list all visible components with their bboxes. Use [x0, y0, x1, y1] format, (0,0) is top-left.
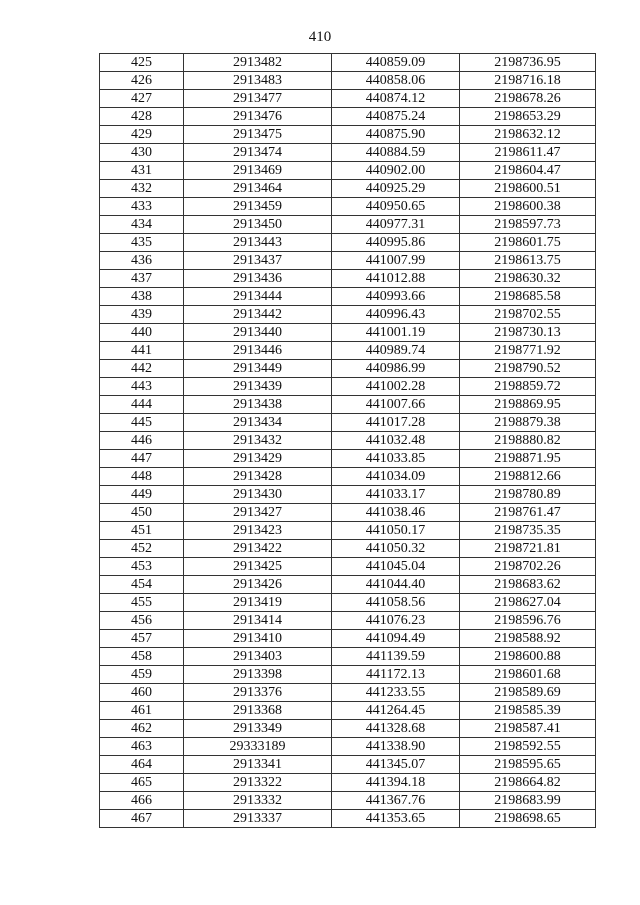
table-row	[100, 396, 596, 414]
table-row	[100, 342, 596, 360]
x-coordinate-cell: 441032.48	[332, 432, 460, 450]
table-row	[100, 594, 596, 612]
table-row	[100, 522, 596, 540]
reference-id-cell: 2913450	[184, 216, 332, 234]
x-coordinate-cell: 441328.68	[332, 720, 460, 738]
point-number-cell: 435	[100, 234, 184, 252]
point-number-cell: 450	[100, 504, 184, 522]
point-number-cell: 454	[100, 576, 184, 594]
x-coordinate-cell: 441050.17	[332, 522, 460, 540]
x-coordinate-cell: 441264.45	[332, 702, 460, 720]
point-number-cell: 437	[100, 270, 184, 288]
table-row	[100, 756, 596, 774]
table-row	[100, 180, 596, 198]
reference-id-cell: 2913368	[184, 702, 332, 720]
point-number-cell: 429	[100, 126, 184, 144]
x-coordinate-cell: 441012.88	[332, 270, 460, 288]
point-number-cell: 436	[100, 252, 184, 270]
reference-id-cell: 29333189	[184, 738, 332, 756]
x-coordinate-cell: 440875.24	[332, 108, 460, 126]
x-coordinate-cell: 441007.66	[332, 396, 460, 414]
x-coordinate-cell: 441033.85	[332, 450, 460, 468]
x-coordinate-cell: 441017.28	[332, 414, 460, 432]
x-coordinate-cell: 441001.19	[332, 324, 460, 342]
y-coordinate-cell: 2198683.99	[460, 792, 596, 810]
x-coordinate-cell: 440993.66	[332, 288, 460, 306]
table-row	[100, 360, 596, 378]
table-row	[100, 702, 596, 720]
reference-id-cell: 2913398	[184, 666, 332, 684]
y-coordinate-cell: 2198735.35	[460, 522, 596, 540]
table-row	[100, 72, 596, 90]
y-coordinate-cell: 2198871.95	[460, 450, 596, 468]
reference-id-cell: 2913419	[184, 594, 332, 612]
point-number-cell: 428	[100, 108, 184, 126]
reference-id-cell: 2913428	[184, 468, 332, 486]
y-coordinate-cell: 2198761.47	[460, 504, 596, 522]
x-coordinate-cell: 440950.65	[332, 198, 460, 216]
y-coordinate-cell: 2198869.95	[460, 396, 596, 414]
point-number-cell: 446	[100, 432, 184, 450]
reference-id-cell: 2913426	[184, 576, 332, 594]
table-row	[100, 126, 596, 144]
point-number-cell: 440	[100, 324, 184, 342]
x-coordinate-cell: 441033.17	[332, 486, 460, 504]
x-coordinate-cell: 441338.90	[332, 738, 460, 756]
point-number-cell: 465	[100, 774, 184, 792]
table-row	[100, 558, 596, 576]
point-number-cell: 464	[100, 756, 184, 774]
reference-id-cell: 2913477	[184, 90, 332, 108]
point-number-cell: 461	[100, 702, 184, 720]
y-coordinate-cell: 2198880.82	[460, 432, 596, 450]
reference-id-cell: 2913437	[184, 252, 332, 270]
x-coordinate-cell: 440925.29	[332, 180, 460, 198]
coordinates-table	[99, 53, 596, 828]
x-coordinate-cell: 440995.86	[332, 234, 460, 252]
y-coordinate-cell: 2198611.47	[460, 144, 596, 162]
x-coordinate-cell: 441094.49	[332, 630, 460, 648]
table-row	[100, 738, 596, 756]
x-coordinate-cell: 441367.76	[332, 792, 460, 810]
reference-id-cell: 2913410	[184, 630, 332, 648]
table-row	[100, 810, 596, 828]
table-row	[100, 90, 596, 108]
table-row	[100, 648, 596, 666]
point-number-cell: 441	[100, 342, 184, 360]
table-row	[100, 270, 596, 288]
y-coordinate-cell: 2198592.55	[460, 738, 596, 756]
x-coordinate-cell: 441353.65	[332, 810, 460, 828]
y-coordinate-cell: 2198601.75	[460, 234, 596, 252]
x-coordinate-cell: 441233.55	[332, 684, 460, 702]
y-coordinate-cell: 2198730.13	[460, 324, 596, 342]
point-number-cell: 463	[100, 738, 184, 756]
x-coordinate-cell: 440884.59	[332, 144, 460, 162]
table-row	[100, 684, 596, 702]
x-coordinate-cell: 440858.06	[332, 72, 460, 90]
point-number-cell: 431	[100, 162, 184, 180]
table-row	[100, 288, 596, 306]
reference-id-cell: 2913459	[184, 198, 332, 216]
y-coordinate-cell: 2198600.88	[460, 648, 596, 666]
point-number-cell: 433	[100, 198, 184, 216]
table-row	[100, 504, 596, 522]
reference-id-cell: 2913332	[184, 792, 332, 810]
table-row	[100, 576, 596, 594]
y-coordinate-cell: 2198588.92	[460, 630, 596, 648]
point-number-cell: 453	[100, 558, 184, 576]
reference-id-cell: 2913436	[184, 270, 332, 288]
x-coordinate-cell: 440977.31	[332, 216, 460, 234]
reference-id-cell: 2913349	[184, 720, 332, 738]
point-number-cell: 434	[100, 216, 184, 234]
y-coordinate-cell: 2198879.38	[460, 414, 596, 432]
point-number-cell: 456	[100, 612, 184, 630]
point-number-cell: 451	[100, 522, 184, 540]
table-row	[100, 54, 596, 72]
x-coordinate-cell: 441002.28	[332, 378, 460, 396]
reference-id-cell: 2913476	[184, 108, 332, 126]
reference-id-cell: 2913414	[184, 612, 332, 630]
reference-id-cell: 2913464	[184, 180, 332, 198]
table-row	[100, 162, 596, 180]
point-number-cell: 444	[100, 396, 184, 414]
x-coordinate-cell: 440986.99	[332, 360, 460, 378]
x-coordinate-cell: 441034.09	[332, 468, 460, 486]
reference-id-cell: 2913322	[184, 774, 332, 792]
point-number-cell: 459	[100, 666, 184, 684]
point-number-cell: 438	[100, 288, 184, 306]
x-coordinate-cell: 440902.00	[332, 162, 460, 180]
reference-id-cell: 2913482	[184, 54, 332, 72]
x-coordinate-cell: 440859.09	[332, 54, 460, 72]
x-coordinate-cell: 441038.46	[332, 504, 460, 522]
point-number-cell: 427	[100, 90, 184, 108]
point-number-cell: 432	[100, 180, 184, 198]
y-coordinate-cell: 2198595.65	[460, 756, 596, 774]
reference-id-cell: 2913422	[184, 540, 332, 558]
x-coordinate-cell: 441044.40	[332, 576, 460, 594]
y-coordinate-cell: 2198812.66	[460, 468, 596, 486]
y-coordinate-cell: 2198664.82	[460, 774, 596, 792]
reference-id-cell: 2913443	[184, 234, 332, 252]
table-row	[100, 144, 596, 162]
table-row	[100, 216, 596, 234]
table-row	[100, 432, 596, 450]
reference-id-cell: 2913376	[184, 684, 332, 702]
table-row	[100, 774, 596, 792]
reference-id-cell: 2913449	[184, 360, 332, 378]
y-coordinate-cell: 2198630.32	[460, 270, 596, 288]
y-coordinate-cell: 2198613.75	[460, 252, 596, 270]
table-row	[100, 414, 596, 432]
table-body	[100, 54, 596, 828]
reference-id-cell: 2913474	[184, 144, 332, 162]
y-coordinate-cell: 2198698.65	[460, 810, 596, 828]
point-number-cell: 449	[100, 486, 184, 504]
y-coordinate-cell: 2198702.55	[460, 306, 596, 324]
x-coordinate-cell: 441394.18	[332, 774, 460, 792]
point-number-cell: 467	[100, 810, 184, 828]
y-coordinate-cell: 2198627.04	[460, 594, 596, 612]
point-number-cell: 466	[100, 792, 184, 810]
table-row	[100, 108, 596, 126]
reference-id-cell: 2913429	[184, 450, 332, 468]
reference-id-cell: 2913483	[184, 72, 332, 90]
y-coordinate-cell: 2198585.39	[460, 702, 596, 720]
y-coordinate-cell: 2198589.69	[460, 684, 596, 702]
x-coordinate-cell: 441345.07	[332, 756, 460, 774]
reference-id-cell: 2913440	[184, 324, 332, 342]
point-number-cell: 430	[100, 144, 184, 162]
point-number-cell: 458	[100, 648, 184, 666]
y-coordinate-cell: 2198600.51	[460, 180, 596, 198]
x-coordinate-cell: 440996.43	[332, 306, 460, 324]
page-number: 410	[308, 29, 332, 45]
reference-id-cell: 2913403	[184, 648, 332, 666]
point-number-cell: 448	[100, 468, 184, 486]
point-number-cell: 447	[100, 450, 184, 468]
x-coordinate-cell: 440874.12	[332, 90, 460, 108]
y-coordinate-cell: 2198604.47	[460, 162, 596, 180]
table-row	[100, 792, 596, 810]
y-coordinate-cell: 2198678.26	[460, 90, 596, 108]
y-coordinate-cell: 2198597.73	[460, 216, 596, 234]
x-coordinate-cell: 440875.90	[332, 126, 460, 144]
point-number-cell: 460	[100, 684, 184, 702]
x-coordinate-cell: 441007.99	[332, 252, 460, 270]
x-coordinate-cell: 441045.04	[332, 558, 460, 576]
reference-id-cell: 2913444	[184, 288, 332, 306]
table-row	[100, 486, 596, 504]
y-coordinate-cell: 2198721.81	[460, 540, 596, 558]
table-row	[100, 198, 596, 216]
point-number-cell: 443	[100, 378, 184, 396]
x-coordinate-cell: 441076.23	[332, 612, 460, 630]
reference-id-cell: 2913425	[184, 558, 332, 576]
reference-id-cell: 2913423	[184, 522, 332, 540]
y-coordinate-cell: 2198601.68	[460, 666, 596, 684]
reference-id-cell: 2913438	[184, 396, 332, 414]
y-coordinate-cell: 2198685.58	[460, 288, 596, 306]
table-row	[100, 630, 596, 648]
table-row	[100, 378, 596, 396]
reference-id-cell: 2913439	[184, 378, 332, 396]
reference-id-cell: 2913427	[184, 504, 332, 522]
table-row	[100, 450, 596, 468]
y-coordinate-cell: 2198587.41	[460, 720, 596, 738]
reference-id-cell: 2913337	[184, 810, 332, 828]
x-coordinate-cell: 440989.74	[332, 342, 460, 360]
y-coordinate-cell: 2198780.89	[460, 486, 596, 504]
x-coordinate-cell: 441172.13	[332, 666, 460, 684]
x-coordinate-cell: 441058.56	[332, 594, 460, 612]
point-number-cell: 426	[100, 72, 184, 90]
reference-id-cell: 2913432	[184, 432, 332, 450]
y-coordinate-cell: 2198632.12	[460, 126, 596, 144]
point-number-cell: 445	[100, 414, 184, 432]
table-row	[100, 612, 596, 630]
reference-id-cell: 2913446	[184, 342, 332, 360]
point-number-cell: 425	[100, 54, 184, 72]
table-row	[100, 540, 596, 558]
reference-id-cell: 2913341	[184, 756, 332, 774]
point-number-cell: 452	[100, 540, 184, 558]
reference-id-cell: 2913469	[184, 162, 332, 180]
point-number-cell: 455	[100, 594, 184, 612]
table-row	[100, 324, 596, 342]
y-coordinate-cell: 2198702.26	[460, 558, 596, 576]
table-row	[100, 234, 596, 252]
table-row	[100, 468, 596, 486]
y-coordinate-cell: 2198683.62	[460, 576, 596, 594]
y-coordinate-cell: 2198596.76	[460, 612, 596, 630]
x-coordinate-cell: 441050.32	[332, 540, 460, 558]
reference-id-cell: 2913475	[184, 126, 332, 144]
reference-id-cell: 2913442	[184, 306, 332, 324]
reference-id-cell: 2913430	[184, 486, 332, 504]
y-coordinate-cell: 2198736.95	[460, 54, 596, 72]
point-number-cell: 439	[100, 306, 184, 324]
y-coordinate-cell: 2198653.29	[460, 108, 596, 126]
y-coordinate-cell: 2198859.72	[460, 378, 596, 396]
table-row	[100, 306, 596, 324]
point-number-cell: 442	[100, 360, 184, 378]
y-coordinate-cell: 2198790.52	[460, 360, 596, 378]
table-row	[100, 666, 596, 684]
y-coordinate-cell: 2198771.92	[460, 342, 596, 360]
point-number-cell: 457	[100, 630, 184, 648]
point-number-cell: 462	[100, 720, 184, 738]
reference-id-cell: 2913434	[184, 414, 332, 432]
x-coordinate-cell: 441139.59	[332, 648, 460, 666]
y-coordinate-cell: 2198716.18	[460, 72, 596, 90]
table-row	[100, 720, 596, 738]
y-coordinate-cell: 2198600.38	[460, 198, 596, 216]
table-row	[100, 252, 596, 270]
